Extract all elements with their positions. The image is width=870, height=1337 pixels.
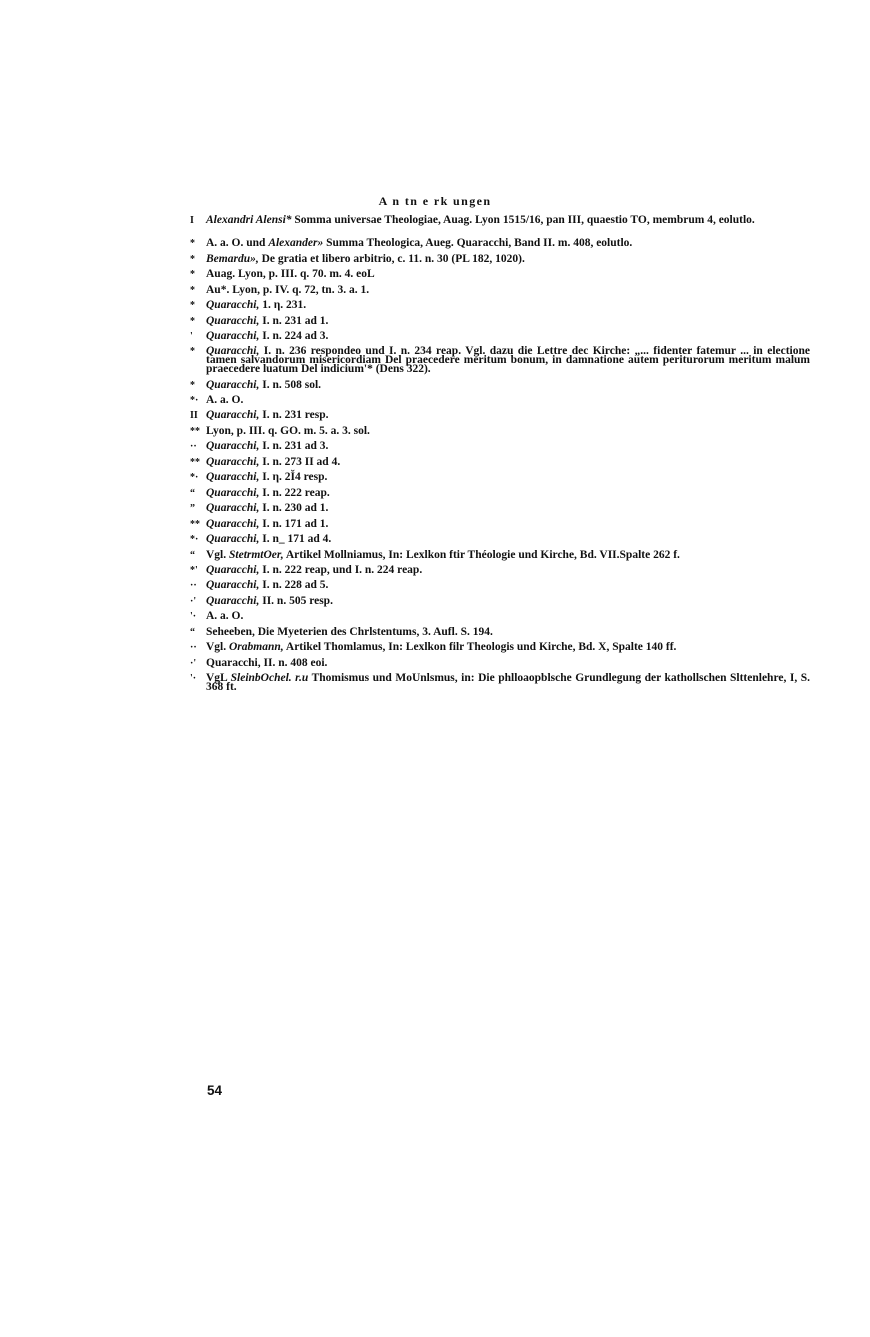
citation-text: I. n. 230 ad 1. — [259, 502, 329, 514]
footnote-27 — [188, 643, 810, 652]
footnote-text — [206, 518, 328, 530]
citation-text: I. n. 231 ad 1. — [259, 315, 329, 327]
footnote-26 — [188, 628, 810, 637]
citation-text: Thomismus und MoUnlsmus, in: Die phlloaopblsche Grundlegung der kathollschen Slttenlehre, I, S. 368 ft. — [206, 672, 810, 694]
footnote-marker: '· — [190, 611, 197, 622]
citation-text: Seheeben, Die Myeterien des Chrlstentums, 3. Aufl. S. 194. — [206, 626, 493, 638]
footnote-11 — [188, 396, 810, 405]
footnote-text — [206, 502, 328, 514]
footnote-marker: ' — [190, 331, 193, 342]
footnote-17 — [188, 489, 810, 498]
footnote-text — [206, 284, 369, 296]
citation-text: A. a. O. und — [206, 237, 269, 249]
italic-citation: Quaracchi, — [206, 456, 260, 468]
footnote-1 — [188, 216, 810, 225]
footnote-marker: * — [190, 269, 195, 280]
footnote-text — [206, 299, 306, 311]
footnote-text — [206, 657, 327, 669]
footnote-19 — [188, 520, 810, 529]
footnote-marker: * — [190, 346, 195, 357]
citation-text: Somma universae Theologiae, Auag. Lyon 1515/16, pan III, quaestio TO, membrum 4, eolutlo. — [291, 214, 755, 226]
footnote-marker: ·· — [190, 580, 197, 591]
italic-citation: Quaracchi, — [206, 564, 260, 576]
footnote-marker: II — [190, 410, 198, 421]
footnote-text — [206, 456, 340, 468]
citation-text: I. n. 224 ad 3. — [259, 330, 329, 342]
footnote-marker: ·· — [190, 441, 197, 452]
citation-text: I. η. 2Ĭ4 resp. — [259, 471, 328, 483]
citation-text: I. n. 231 ad 3. — [259, 440, 329, 452]
footnote-text — [206, 595, 333, 607]
footnote-marker: * — [190, 316, 195, 327]
italic-citation: Quaracchi, — [206, 533, 260, 545]
footnote-marker: * — [190, 300, 195, 311]
footnote-12 — [188, 411, 810, 420]
footnote-marker: *· — [190, 472, 199, 483]
footnote-6 — [188, 301, 810, 310]
footnote-9 — [188, 347, 810, 375]
italic-citation: StetrmtOer, — [229, 549, 284, 561]
footnote-23 — [188, 581, 810, 590]
footnote-marker: ** — [190, 519, 200, 530]
citation-text: Auag. Lyon, p. III. q. 70. m. 4. eoL — [206, 268, 375, 280]
citation-text: Vgl. — [206, 549, 229, 561]
footnote-marker: “ — [190, 627, 195, 638]
citation-text: I. n. 228 ad 5. — [259, 579, 329, 591]
footnote-marker: * — [190, 380, 195, 391]
footnote-4 — [188, 270, 810, 279]
footnote-text — [206, 440, 328, 452]
footnote-18 — [188, 504, 810, 513]
footnote-text — [206, 409, 328, 421]
footnote-text — [206, 549, 680, 561]
footnote-marker: *· — [190, 534, 199, 545]
footnote-29 — [188, 674, 810, 692]
footnote-text — [206, 579, 328, 591]
footnote-text — [206, 315, 328, 327]
footnote-marker: ·· — [190, 642, 197, 653]
footnote-3 — [188, 255, 810, 264]
footnote-24 — [188, 597, 810, 606]
footnote-marker: * — [190, 285, 195, 296]
footnote-marker: I — [190, 215, 194, 226]
citation-text: De gratia et libero arbitrio, c. 11. n. 30 (PL 182, 1020). — [258, 253, 525, 265]
italic-citation: Alexander» — [268, 237, 324, 249]
footnote-14 — [188, 442, 810, 451]
footnote-16 — [188, 473, 810, 482]
italic-citation: Orabmann, — [229, 641, 284, 653]
citation-text: Lyon, p. III. q. GO. m. 5. a. 3. sol. — [206, 425, 370, 437]
footnote-8 — [188, 332, 810, 341]
footnote-text — [206, 425, 370, 437]
footnote-25 — [188, 612, 810, 621]
italic-citation: Quaracchi, — [206, 595, 260, 607]
footnote-7 — [188, 317, 810, 326]
italic-citation: Quaracchi, — [206, 440, 260, 452]
citation-text: I. n. 236 respondeo und I. n. 234 reap. Vgl. dazu die Lettre dec Kirche: „... fidenter fatemur ... in electione tamen salvandorum misericordiam Del praecedere meritum bonum, in damnatione autem periturorum meritum malum praecedere luatum Del indicium'* (Dens 322). — [206, 345, 810, 376]
footnote-marker: “ — [190, 550, 195, 561]
citation-text: I. n. 273 II ad 4. — [259, 456, 341, 468]
footnote-text — [206, 626, 493, 638]
footnote-text — [206, 533, 331, 545]
footnote-marker: * — [190, 238, 195, 249]
page-heading: A n tn e rk ungen — [378, 194, 492, 208]
footnote-22 — [188, 566, 810, 575]
footnote-10 — [188, 381, 810, 390]
italic-citation: Bemardu», — [206, 253, 259, 265]
citation-text: II. n. 505 resp. — [259, 595, 333, 607]
footnote-marker: *' — [190, 565, 198, 576]
italic-citation: SleinbOchel. r.u — [230, 672, 309, 684]
footnote-21 — [188, 551, 810, 560]
italic-citation: Quaracchi, — [206, 471, 260, 483]
citation-text: I. n. 222 reap. — [259, 487, 330, 499]
page-number: 54 — [207, 1083, 223, 1098]
footnote-13 — [188, 427, 810, 436]
footnote-marker: '· — [190, 673, 197, 684]
footnote-text — [206, 237, 632, 249]
italic-citation: Quaracchi, — [206, 518, 260, 530]
footnote-28 — [188, 659, 810, 668]
footnote-20 — [188, 535, 810, 544]
citation-text: Artikel Mollniamus, In: Lexlkon ftir Théologie und Kirche, Bd. VII.Spalte 262 f. — [283, 549, 680, 561]
citation-text: Artikel Thomlamus, In: Lexlkon filr Theologis und Kirche, Bd. X, Spalte 140 ff. — [283, 641, 677, 653]
italic-citation: Quaracchi, — [206, 315, 260, 327]
footnote-15 — [188, 458, 810, 467]
footnote-text — [206, 330, 328, 342]
citation-text: A. a. O. — [206, 610, 244, 622]
italic-citation: Quaracchi, — [206, 579, 260, 591]
citation-text: 1. η. 231. — [259, 299, 307, 311]
footnote-text — [206, 379, 321, 391]
citation-text: Au*. Lyon, p. IV. q. 72, tn. 3. a. 1. — [206, 284, 370, 296]
footnote-5 — [188, 286, 810, 295]
citation-text: I. n. 171 ad 1. — [259, 518, 329, 530]
footnote-text — [206, 345, 810, 375]
footnote-text — [206, 253, 525, 265]
citation-text: A. a. O. — [206, 394, 244, 406]
italic-citation: Quaracchi, — [206, 345, 260, 357]
footnote-text — [206, 672, 810, 693]
footnote-text — [206, 214, 755, 226]
footnote-text — [206, 610, 243, 622]
citation-text: Vgl. — [206, 641, 229, 653]
footnote-text — [206, 564, 422, 576]
footnote-marker: *· — [190, 395, 199, 406]
footnote-text — [206, 487, 330, 499]
italic-citation: Quaracchi, — [206, 502, 260, 514]
citation-text: I. n_ 171 ad 4. — [259, 533, 332, 545]
citation-text: I. n. 508 sol. — [259, 379, 322, 391]
italic-citation: Quaracchi, — [206, 330, 260, 342]
italic-citation: Quaracchi, — [206, 487, 260, 499]
italic-citation: Alexandri Alensi* — [206, 214, 292, 226]
footnote-marker: ** — [190, 457, 200, 468]
footnote-marker: ·' — [190, 596, 197, 607]
citation-text: I. n. 231 resp. — [259, 409, 329, 421]
italic-citation: Quaracchi, — [206, 409, 260, 421]
footnote-marker: “ — [190, 488, 195, 499]
footnote-text — [206, 641, 676, 653]
italic-citation: Quaracchi, — [206, 379, 260, 391]
footnote-marker: ·' — [190, 658, 197, 669]
italic-citation: Quaracchi, — [206, 299, 260, 311]
footnote-text — [206, 268, 375, 280]
footnote-marker: ” — [190, 503, 195, 514]
citation-text: VgL — [206, 672, 231, 684]
footnote-marker: * — [190, 254, 195, 265]
citation-text: I. n. 222 reap, und I. n. 224 reap. — [259, 564, 423, 576]
footnote-marker: ** — [190, 426, 200, 437]
footnote-2 — [188, 239, 810, 248]
footnote-text — [206, 471, 327, 483]
footnote-text — [206, 394, 243, 406]
citation-text: Summa Theologica, Aueg. Quaracchi, Band II. m. 408, eolutlo. — [323, 237, 633, 249]
citation-text: Quaracchi, II. n. 408 eoi. — [206, 657, 328, 669]
